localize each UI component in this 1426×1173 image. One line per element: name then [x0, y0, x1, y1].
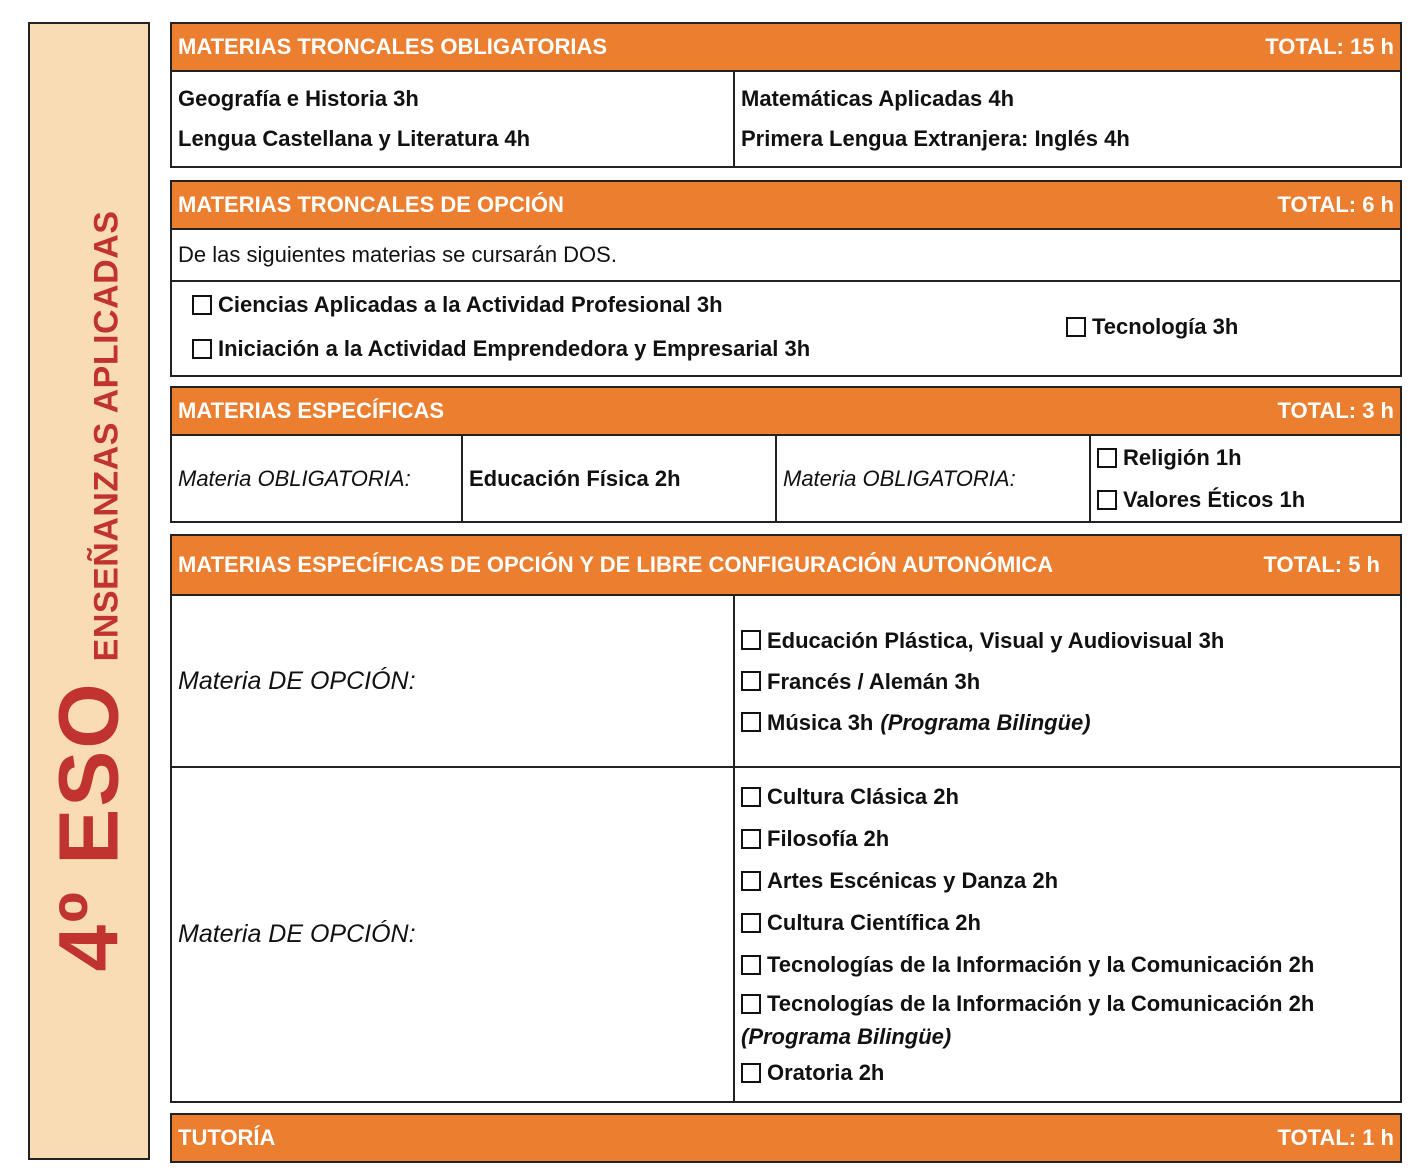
- option-label: Oratoria 2h: [767, 1059, 885, 1085]
- instruction-cell: [172, 230, 1400, 280]
- course-sidebar: [28, 22, 150, 1160]
- group-options-cell: [733, 596, 1400, 766]
- mandatory-subject: Educación Física 2h: [469, 465, 681, 491]
- especificas-section: [170, 386, 1402, 523]
- option-label: Valores Éticos 1h: [1123, 486, 1306, 512]
- checkbox-icon[interactable]: [1097, 490, 1117, 510]
- group-label-cell: [172, 768, 733, 1101]
- option-item[interactable]: [741, 661, 1394, 702]
- subjects-row: [172, 72, 1400, 166]
- option-item[interactable]: [1097, 479, 1394, 521]
- mandatory-label-cell: [775, 436, 1089, 521]
- section-title: MATERIAS ESPECÍFICAS: [178, 398, 445, 423]
- option-label: Religión 1h: [1123, 444, 1242, 470]
- checkbox-icon[interactable]: [741, 913, 761, 933]
- option-label: Tecnologías de la Información y la Comunicación 2h: [767, 990, 1315, 1016]
- checkbox-icon[interactable]: [741, 671, 761, 691]
- section-header: [172, 24, 1400, 72]
- option-label: Tecnologías de la Información y la Comunicación 2h: [767, 951, 1315, 977]
- checkbox-icon[interactable]: [741, 1063, 761, 1083]
- subject: Lengua Castellana y Literatura 4h: [178, 126, 531, 151]
- option-group-row: [172, 596, 1400, 768]
- group-label-cell: [172, 596, 733, 766]
- checkbox-icon[interactable]: [192, 339, 212, 359]
- track-name: ENSEÑANZAS APLICADAS: [87, 210, 126, 662]
- option-label: Música 3h: [767, 709, 874, 735]
- option-label: Tecnología 3h: [1092, 314, 1239, 339]
- option-note: (Programa Bilingüe): [880, 709, 1091, 735]
- option-note: (Programa Bilingüe): [741, 1023, 952, 1049]
- option-item[interactable]: [192, 336, 810, 362]
- checkbox-icon[interactable]: [741, 712, 761, 732]
- option-item[interactable]: [741, 702, 1394, 743]
- group-label: Materia DE OPCIÓN:: [178, 920, 416, 948]
- subject: Primera Lengua Extranjera: Inglés 4h: [741, 126, 1130, 151]
- option-item[interactable]: [1097, 437, 1394, 479]
- section-header: [172, 388, 1400, 436]
- option-item[interactable]: [741, 620, 1394, 661]
- option-item[interactable]: [741, 818, 1394, 860]
- section-total: TOTAL: 15 h: [1265, 34, 1394, 59]
- option-label: Ciencias Aplicadas a la Actividad Profesional 3h: [218, 292, 723, 317]
- section-total: TOTAL: 1 h: [1277, 1125, 1394, 1150]
- checkbox-icon[interactable]: [192, 295, 212, 315]
- section-total: TOTAL: 3 h: [1277, 398, 1394, 423]
- checkbox-icon[interactable]: [741, 994, 761, 1014]
- especificas-opcion-section: [170, 534, 1402, 1103]
- option-item[interactable]: [741, 986, 1394, 1022]
- option-item[interactable]: [1066, 314, 1238, 340]
- section-title: MATERIAS ESPECÍFICAS DE OPCIÓN Y DE LIBRE CONFIGURACIÓN AUTONÓMICA: [178, 552, 1054, 577]
- group-options-cell: [733, 768, 1400, 1101]
- option-group-row: [172, 768, 1400, 1101]
- section-title: MATERIAS TRONCALES DE OPCIÓN: [178, 192, 564, 217]
- sidebar-title: [41, 211, 138, 972]
- checkbox-icon[interactable]: [741, 955, 761, 975]
- option-label: Artes Escénicas y Danza 2h: [767, 867, 1059, 893]
- option-item[interactable]: [741, 902, 1394, 944]
- option-label: Educación Plástica, Visual y Audiovisual 3h: [767, 627, 1225, 653]
- option-item[interactable]: [741, 1052, 1394, 1094]
- section-header: [172, 1115, 1400, 1161]
- section-title: MATERIAS TRONCALES OBLIGATORIAS: [178, 34, 607, 59]
- checkbox-icon[interactable]: [741, 871, 761, 891]
- course-name: 4º ESO: [41, 681, 136, 972]
- subject: Geografía e Historia 3h: [178, 86, 419, 111]
- troncales-opcion-section: [170, 180, 1402, 377]
- section-total: TOTAL: 6 h: [1277, 192, 1394, 217]
- section-title: TUTORÍA: [178, 1125, 276, 1150]
- section-header: [172, 536, 1400, 596]
- option-item[interactable]: [192, 292, 723, 318]
- troncales-obligatorias-section: [170, 22, 1402, 168]
- especificas-row: [172, 436, 1400, 521]
- section-header: [172, 182, 1400, 230]
- checkbox-icon[interactable]: [741, 787, 761, 807]
- instruction-text: De las siguientes materias se cursarán DOS.: [178, 242, 617, 267]
- option-label: Filosofía 2h: [767, 825, 890, 851]
- mandatory-subject-cell: [461, 436, 775, 521]
- mandatory-label-cell: [172, 436, 461, 521]
- checkbox-icon[interactable]: [1066, 317, 1086, 337]
- religion-options-cell: [1089, 436, 1400, 521]
- option-label: Cultura Clásica 2h: [767, 783, 959, 809]
- checkbox-icon[interactable]: [741, 829, 761, 849]
- option-item[interactable]: [741, 860, 1394, 902]
- option-label: Cultura Científica 2h: [767, 909, 981, 935]
- tutoria-section: [170, 1113, 1402, 1163]
- option-label: Francés / Alemán 3h: [767, 668, 981, 694]
- instruction-row: [172, 230, 1400, 282]
- options-row: [172, 282, 1400, 375]
- subjects-left: [172, 72, 733, 166]
- checkbox-icon[interactable]: [741, 630, 761, 650]
- option-item[interactable]: [741, 944, 1394, 986]
- mandatory-label: Materia OBLIGATORIA:: [178, 465, 411, 491]
- section-total: TOTAL: 5 h: [1263, 552, 1380, 577]
- checkbox-icon[interactable]: [1097, 448, 1117, 468]
- group-label: Materia DE OPCIÓN:: [178, 666, 416, 695]
- subject: Matemáticas Aplicadas 4h: [741, 86, 1015, 111]
- option-item[interactable]: [741, 776, 1394, 818]
- option-label: Iniciación a la Actividad Emprendedora y Empresarial 3h: [218, 336, 811, 361]
- mandatory-label: Materia OBLIGATORIA:: [783, 465, 1016, 491]
- subjects-right: [733, 72, 1400, 166]
